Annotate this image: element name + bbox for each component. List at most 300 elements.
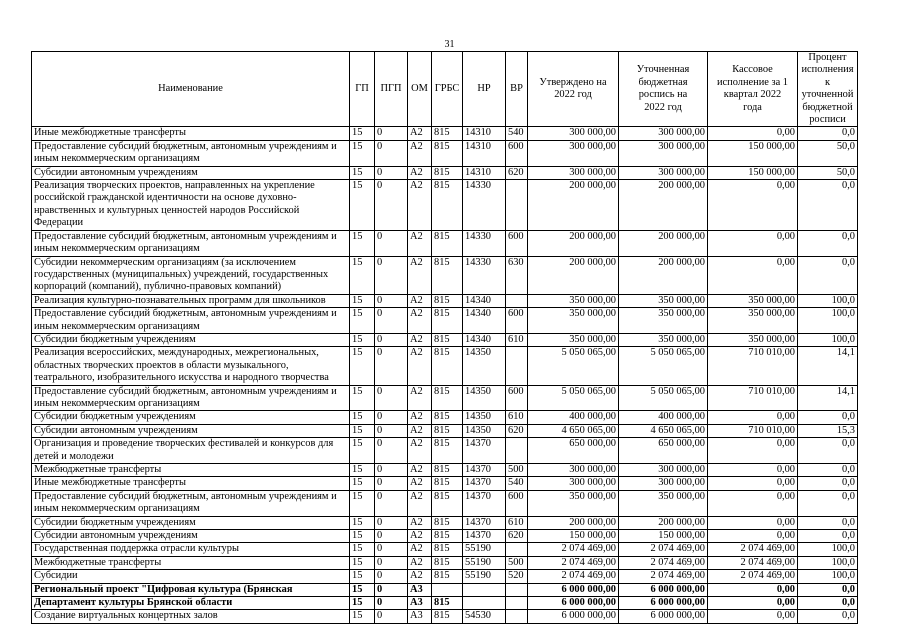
cell-ppgp: 0 — [375, 347, 408, 385]
table-row — [32, 597, 858, 610]
cell-np: 14350 — [463, 385, 506, 411]
cell-grbs: 815 — [432, 424, 463, 437]
cell-percent: 0,0 — [798, 530, 858, 543]
cell-om: А2 — [408, 256, 432, 294]
cell-approved: 5 050 065,00 — [528, 347, 619, 385]
cell-cash: 0,00 — [708, 583, 798, 596]
cell-grbs: 815 — [432, 333, 463, 346]
cell-cash: 350 000,00 — [708, 294, 798, 307]
cell-percent: 0,0 — [798, 464, 858, 477]
cell-ppgp: 0 — [375, 477, 408, 490]
cell-ppgp: 0 — [375, 490, 408, 516]
table-row — [32, 424, 858, 437]
table-row — [32, 464, 858, 477]
cell-np: 14370 — [463, 477, 506, 490]
table-row — [32, 333, 858, 346]
cell-cash: 0,00 — [708, 230, 798, 256]
cell-approved: 5 050 065,00 — [528, 385, 619, 411]
cell-name: Государственная поддержка отрасли культуры — [32, 543, 350, 556]
header-name: Наименование — [32, 52, 350, 127]
cell-percent: 14,1 — [798, 347, 858, 385]
cell-grbs: 815 — [432, 477, 463, 490]
cell-refined: 6 000 000,00 — [619, 583, 708, 596]
cell-cash: 0,00 — [708, 464, 798, 477]
cell-gp: 15 — [350, 166, 375, 179]
cell-grbs: 815 — [432, 256, 463, 294]
cell-om: А3 — [408, 610, 432, 623]
table-row — [32, 570, 858, 583]
cell-ppgp: 0 — [375, 424, 408, 437]
cell-approved: 200 000,00 — [528, 516, 619, 529]
cell-vr: 600 — [506, 490, 528, 516]
cell-om: А2 — [408, 530, 432, 543]
cell-cash: 2 074 469,00 — [708, 556, 798, 569]
cell-grbs: 815 — [432, 438, 463, 464]
cell-percent: 15,3 — [798, 424, 858, 437]
cell-gp: 15 — [350, 230, 375, 256]
cell-approved: 2 074 469,00 — [528, 556, 619, 569]
cell-refined: 400 000,00 — [619, 411, 708, 424]
cell-refined: 200 000,00 — [619, 256, 708, 294]
cell-np: 14330 — [463, 180, 506, 231]
cell-refined: 300 000,00 — [619, 464, 708, 477]
cell-ppgp: 0 — [375, 385, 408, 411]
cell-grbs: 815 — [432, 230, 463, 256]
cell-name: Иные межбюджетные трансферты — [32, 127, 350, 140]
cell-cash: 0,00 — [708, 516, 798, 529]
cell-grbs: 815 — [432, 166, 463, 179]
cell-grbs: 815 — [432, 530, 463, 543]
cell-np: 14330 — [463, 256, 506, 294]
table-row — [32, 411, 858, 424]
cell-vr — [506, 180, 528, 231]
cell-approved: 300 000,00 — [528, 464, 619, 477]
cell-vr — [506, 610, 528, 623]
cell-refined: 2 074 469,00 — [619, 570, 708, 583]
cell-approved: 150 000,00 — [528, 530, 619, 543]
cell-np: 14350 — [463, 411, 506, 424]
cell-ppgp: 0 — [375, 256, 408, 294]
table-row — [32, 530, 858, 543]
cell-name: Субсидии бюджетным учреждениям — [32, 333, 350, 346]
cell-percent: 0,0 — [798, 127, 858, 140]
page-number: 31 — [444, 39, 455, 50]
cell-np — [463, 597, 506, 610]
cell-vr — [506, 438, 528, 464]
cell-np: 14350 — [463, 424, 506, 437]
table-row — [32, 256, 858, 294]
cell-cash: 350 000,00 — [708, 333, 798, 346]
cell-ppgp: 0 — [375, 516, 408, 529]
cell-approved: 650 000,00 — [528, 438, 619, 464]
cell-gp: 15 — [350, 610, 375, 623]
cell-ppgp: 0 — [375, 308, 408, 334]
cell-cash: 2 074 469,00 — [708, 570, 798, 583]
cell-refined: 350 000,00 — [619, 490, 708, 516]
cell-refined: 5 050 065,00 — [619, 347, 708, 385]
cell-approved: 6 000 000,00 — [528, 610, 619, 623]
cell-vr: 610 — [506, 411, 528, 424]
cell-cash: 150 000,00 — [708, 166, 798, 179]
table-row — [32, 477, 858, 490]
cell-np: 14370 — [463, 464, 506, 477]
cell-percent: 0,0 — [798, 597, 858, 610]
cell-refined: 2 074 469,00 — [619, 556, 708, 569]
cell-om: А3 — [408, 583, 432, 596]
cell-cash: 0,00 — [708, 490, 798, 516]
cell-percent: 0,0 — [798, 583, 858, 596]
cell-name: Реализация творческих проектов, направленных на укрепление российской гражданской идентичности на основе духовно-нравственных и культурных ценностей народов Российской Федерации — [32, 180, 350, 231]
cell-approved: 6 000 000,00 — [528, 597, 619, 610]
cell-ppgp: 0 — [375, 610, 408, 623]
cell-percent: 0,0 — [798, 230, 858, 256]
cell-ppgp: 0 — [375, 464, 408, 477]
cell-cash: 710 010,00 — [708, 385, 798, 411]
cell-np — [463, 583, 506, 596]
cell-om: А2 — [408, 385, 432, 411]
cell-percent: 50,0 — [798, 140, 858, 166]
cell-om: А2 — [408, 127, 432, 140]
cell-gp: 15 — [350, 411, 375, 424]
cell-approved: 350 000,00 — [528, 490, 619, 516]
cell-grbs: 815 — [432, 180, 463, 231]
cell-grbs: 815 — [432, 597, 463, 610]
cell-vr: 620 — [506, 530, 528, 543]
cell-approved: 300 000,00 — [528, 140, 619, 166]
cell-cash: 0,00 — [708, 411, 798, 424]
cell-percent: 100,0 — [798, 556, 858, 569]
cell-cash: 0,00 — [708, 127, 798, 140]
cell-cash: 710 010,00 — [708, 424, 798, 437]
cell-refined: 150 000,00 — [619, 530, 708, 543]
cell-om: А2 — [408, 516, 432, 529]
cell-grbs: 815 — [432, 464, 463, 477]
cell-om: А2 — [408, 438, 432, 464]
cell-approved: 400 000,00 — [528, 411, 619, 424]
cell-np: 14310 — [463, 127, 506, 140]
cell-vr: 620 — [506, 424, 528, 437]
cell-refined: 2 074 469,00 — [619, 543, 708, 556]
cell-om: А2 — [408, 140, 432, 166]
table-row — [32, 347, 858, 385]
cell-percent: 0,0 — [798, 516, 858, 529]
cell-refined: 350 000,00 — [619, 294, 708, 307]
cell-gp: 15 — [350, 570, 375, 583]
cell-gp: 15 — [350, 543, 375, 556]
cell-percent: 100,0 — [798, 333, 858, 346]
cell-refined: 200 000,00 — [619, 230, 708, 256]
cell-name: Реализация всероссийских, международных, межрегиональных, областных творческих проектов в области музыкального, театрального, изобразительного искусства и народного творчества — [32, 347, 350, 385]
cell-om: А2 — [408, 464, 432, 477]
cell-om: А2 — [408, 333, 432, 346]
cell-om: А2 — [408, 230, 432, 256]
cell-gp: 15 — [350, 333, 375, 346]
table-row — [32, 230, 858, 256]
cell-name: Субсидии — [32, 570, 350, 583]
cell-gp: 15 — [350, 308, 375, 334]
cell-percent: 50,0 — [798, 166, 858, 179]
cell-grbs: 815 — [432, 308, 463, 334]
table-row — [32, 543, 858, 556]
cell-approved: 4 650 065,00 — [528, 424, 619, 437]
table-row — [32, 127, 858, 140]
cell-name: Предоставление субсидий бюджетным, автономным учреждениям и иным некоммерческим организациям — [32, 140, 350, 166]
cell-om: А2 — [408, 180, 432, 231]
cell-ppgp: 0 — [375, 230, 408, 256]
cell-gp: 15 — [350, 385, 375, 411]
header-percent: Процент исполнения к уточненной бюджетной росписи — [798, 52, 858, 127]
cell-cash: 150 000,00 — [708, 140, 798, 166]
cell-np: 14370 — [463, 516, 506, 529]
budget-execution-table — [31, 51, 858, 624]
table-row — [32, 385, 858, 411]
cell-om: А2 — [408, 347, 432, 385]
cell-vr: 540 — [506, 127, 528, 140]
cell-grbs — [432, 583, 463, 596]
cell-cash: 0,00 — [708, 530, 798, 543]
cell-refined: 200 000,00 — [619, 180, 708, 231]
cell-cash: 0,00 — [708, 256, 798, 294]
cell-gp: 15 — [350, 516, 375, 529]
cell-vr: 630 — [506, 256, 528, 294]
cell-om: А2 — [408, 543, 432, 556]
table-header-row — [32, 52, 858, 127]
cell-name: Региональный проект "Цифровая культура (Брянская — [32, 583, 350, 596]
cell-name: Субсидии некоммерческим организациям (за исключением государственных (муниципальных) учреждений, государственных корпораций (компаний), публично-правовых компаний) — [32, 256, 350, 294]
cell-vr: 520 — [506, 570, 528, 583]
cell-ppgp: 0 — [375, 583, 408, 596]
cell-grbs: 815 — [432, 385, 463, 411]
cell-ppgp: 0 — [375, 438, 408, 464]
table-row — [32, 490, 858, 516]
cell-np: 14370 — [463, 490, 506, 516]
cell-np: 14340 — [463, 333, 506, 346]
table-row — [32, 583, 858, 596]
cell-gp: 15 — [350, 140, 375, 166]
header-np: НР — [463, 52, 506, 127]
cell-np: 55190 — [463, 570, 506, 583]
cell-approved: 350 000,00 — [528, 308, 619, 334]
header-refined: Уточненная бюджетная роспись на 2022 год — [619, 52, 708, 127]
cell-om: А2 — [408, 570, 432, 583]
cell-refined: 350 000,00 — [619, 308, 708, 334]
cell-om: А2 — [408, 490, 432, 516]
cell-om: А2 — [408, 424, 432, 437]
cell-refined: 300 000,00 — [619, 477, 708, 490]
cell-gp: 15 — [350, 464, 375, 477]
table-row — [32, 610, 858, 623]
header-ppgp: ПГП — [375, 52, 408, 127]
cell-name: Субсидии автономным учреждениям — [32, 424, 350, 437]
cell-vr: 620 — [506, 166, 528, 179]
header-gp: ГП — [350, 52, 375, 127]
header-vr: ВР — [506, 52, 528, 127]
cell-grbs: 815 — [432, 516, 463, 529]
cell-grbs: 815 — [432, 570, 463, 583]
table-row — [32, 438, 858, 464]
cell-name: Субсидии бюджетным учреждениям — [32, 411, 350, 424]
cell-approved: 2 074 469,00 — [528, 570, 619, 583]
cell-refined: 650 000,00 — [619, 438, 708, 464]
cell-ppgp: 0 — [375, 127, 408, 140]
cell-np: 14340 — [463, 308, 506, 334]
cell-ppgp: 0 — [375, 597, 408, 610]
cell-percent: 0,0 — [798, 256, 858, 294]
cell-np: 55190 — [463, 556, 506, 569]
cell-grbs: 815 — [432, 347, 463, 385]
cell-refined: 300 000,00 — [619, 140, 708, 166]
header-cash: Кассовое исполнение за 1 квартал 2022 года — [708, 52, 798, 127]
cell-approved: 200 000,00 — [528, 230, 619, 256]
cell-grbs: 815 — [432, 610, 463, 623]
header-grbs: ГРБС — [432, 52, 463, 127]
cell-vr — [506, 597, 528, 610]
cell-om: А2 — [408, 411, 432, 424]
table-row — [32, 166, 858, 179]
cell-percent: 14,1 — [798, 385, 858, 411]
cell-approved: 200 000,00 — [528, 180, 619, 231]
cell-name: Предоставление субсидий бюджетным, автономным учреждениям и иным некоммерческим организациям — [32, 308, 350, 334]
cell-cash: 0,00 — [708, 610, 798, 623]
cell-name: Предоставление субсидий бюджетным, автономным учреждениям и иным некоммерческим организациям — [32, 490, 350, 516]
cell-ppgp: 0 — [375, 543, 408, 556]
cell-name: Иные межбюджетные трансферты — [32, 477, 350, 490]
cell-approved: 2 074 469,00 — [528, 543, 619, 556]
cell-grbs: 815 — [432, 127, 463, 140]
cell-name: Создание виртуальных концертных залов — [32, 610, 350, 623]
cell-percent: 0,0 — [798, 610, 858, 623]
cell-vr: 600 — [506, 385, 528, 411]
cell-vr: 610 — [506, 333, 528, 346]
table-row — [32, 294, 858, 307]
cell-refined: 5 050 065,00 — [619, 385, 708, 411]
cell-name: Субсидии автономным учреждениям — [32, 166, 350, 179]
cell-approved: 350 000,00 — [528, 294, 619, 307]
cell-np: 55190 — [463, 543, 506, 556]
cell-om: А3 — [408, 597, 432, 610]
cell-gp: 15 — [350, 490, 375, 516]
table-row — [32, 140, 858, 166]
cell-grbs: 815 — [432, 140, 463, 166]
cell-vr — [506, 294, 528, 307]
cell-refined: 4 650 065,00 — [619, 424, 708, 437]
cell-name: Субсидии автономным учреждениям — [32, 530, 350, 543]
cell-refined: 6 000 000,00 — [619, 610, 708, 623]
cell-name: Департамент культуры Брянской области — [32, 597, 350, 610]
cell-name: Предоставление субсидий бюджетным, автономным учреждениям и иным некоммерческим организациям — [32, 385, 350, 411]
cell-name: Предоставление субсидий бюджетным, автономным учреждениям и иным некоммерческим организациям — [32, 230, 350, 256]
cell-np: 14340 — [463, 294, 506, 307]
cell-name: Межбюджетные трансферты — [32, 556, 350, 569]
cell-ppgp: 0 — [375, 180, 408, 231]
cell-refined: 300 000,00 — [619, 166, 708, 179]
cell-refined: 300 000,00 — [619, 127, 708, 140]
cell-ppgp: 0 — [375, 333, 408, 346]
cell-vr — [506, 347, 528, 385]
cell-np: 14330 — [463, 230, 506, 256]
cell-vr: 540 — [506, 477, 528, 490]
cell-name: Организация и проведение творческих фестивалей и конкурсов для детей и молодежи — [32, 438, 350, 464]
cell-percent: 0,0 — [798, 180, 858, 231]
cell-percent: 0,0 — [798, 411, 858, 424]
cell-gp: 15 — [350, 438, 375, 464]
cell-om: А2 — [408, 308, 432, 334]
cell-vr: 610 — [506, 516, 528, 529]
cell-np: 14370 — [463, 438, 506, 464]
cell-grbs: 815 — [432, 543, 463, 556]
header-approved: Утверждено на 2022 год — [528, 52, 619, 127]
cell-gp: 15 — [350, 530, 375, 543]
cell-refined: 200 000,00 — [619, 516, 708, 529]
cell-approved: 200 000,00 — [528, 256, 619, 294]
cell-gp: 15 — [350, 597, 375, 610]
table-row — [32, 180, 858, 231]
cell-np: 14310 — [463, 166, 506, 179]
cell-cash: 710 010,00 — [708, 347, 798, 385]
cell-np: 14310 — [463, 140, 506, 166]
cell-np: 14350 — [463, 347, 506, 385]
cell-percent: 100,0 — [798, 294, 858, 307]
cell-cash: 350 000,00 — [708, 308, 798, 334]
cell-ppgp: 0 — [375, 411, 408, 424]
header-om: ОМ — [408, 52, 432, 127]
table-row — [32, 516, 858, 529]
cell-gp: 15 — [350, 180, 375, 231]
cell-grbs: 815 — [432, 411, 463, 424]
cell-ppgp: 0 — [375, 166, 408, 179]
cell-cash: 0,00 — [708, 180, 798, 231]
cell-vr: 600 — [506, 308, 528, 334]
cell-ppgp: 0 — [375, 556, 408, 569]
cell-np: 54530 — [463, 610, 506, 623]
cell-grbs: 815 — [432, 556, 463, 569]
cell-approved: 300 000,00 — [528, 127, 619, 140]
cell-np: 14370 — [463, 530, 506, 543]
cell-om: А2 — [408, 166, 432, 179]
cell-cash: 0,00 — [708, 438, 798, 464]
cell-cash: 0,00 — [708, 477, 798, 490]
cell-om: А2 — [408, 477, 432, 490]
cell-name: Субсидии бюджетным учреждениям — [32, 516, 350, 529]
cell-ppgp: 0 — [375, 570, 408, 583]
cell-approved: 350 000,00 — [528, 333, 619, 346]
table-row — [32, 308, 858, 334]
cell-ppgp: 0 — [375, 294, 408, 307]
cell-gp: 15 — [350, 294, 375, 307]
cell-gp: 15 — [350, 127, 375, 140]
cell-gp: 15 — [350, 256, 375, 294]
cell-cash: 2 074 469,00 — [708, 543, 798, 556]
cell-vr — [506, 583, 528, 596]
cell-name: Межбюджетные трансферты — [32, 464, 350, 477]
cell-name: Реализация культурно-познавательных программ для школьников — [32, 294, 350, 307]
cell-grbs: 815 — [432, 294, 463, 307]
cell-grbs: 815 — [432, 490, 463, 516]
cell-om: А2 — [408, 294, 432, 307]
cell-percent: 100,0 — [798, 570, 858, 583]
cell-ppgp: 0 — [375, 140, 408, 166]
cell-vr: 500 — [506, 464, 528, 477]
cell-vr: 600 — [506, 230, 528, 256]
cell-percent: 100,0 — [798, 308, 858, 334]
cell-ppgp: 0 — [375, 530, 408, 543]
cell-vr: 600 — [506, 140, 528, 166]
cell-vr: 500 — [506, 556, 528, 569]
cell-om: А2 — [408, 556, 432, 569]
cell-cash: 0,00 — [708, 597, 798, 610]
cell-approved: 300 000,00 — [528, 477, 619, 490]
cell-gp: 15 — [350, 477, 375, 490]
